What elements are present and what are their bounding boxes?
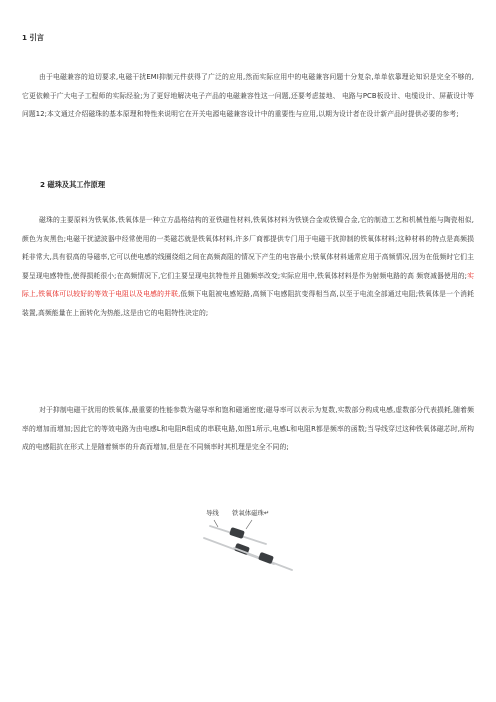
- paragraph-text: 磁珠的主要原料为铁氧体,铁氧体是一种立方晶格结构的亚铁磁性材料,铁氧体材料为铁镁合金或铁镍合金,它的制造工艺和机械性能与陶瓷相似,颜色为灰黑色;电磁干扰滤波器中经常使用的一类磁芯就是铁氧体材料,许多厂商都提供专门用于电磁干扰抑制的铁氧体材料;这种材料的特点是高频损耗非常大,具有很高的导磁率,它可以使电感的线圈绕组之间在高频高阻的情况下产生的电容最小;铁氧体材料通常应用于高频情况,因为在低频时它们主要呈现电感特性,使得损耗很小;在高频情况下,它们主要呈现电抗特性并且随频率改变;实际应用中,铁氧体材料是作为射频电路的高 频衰减器使用的;: [22, 216, 474, 280]
- ferrite-bead-figure: [196, 508, 296, 580]
- section-1-paragraph: 由于电磁兼容的迫切要求,电磁干扰EMI抑制元件获得了广泛的应用,然而实际应用中的电磁兼容问题十分复杂,单单依靠理论知识是完全不够的,它更依赖于广大电子工程师的实际经验;为了更好地解决电子产品的电磁兼容性这一问题,还要考虑接地、 电路与PCB板设计、电缆设计、屏蔽设计等问题12;本文通过介绍磁珠的基本原理和特性来说明它在开关电源电磁兼容设计中的重要性与应用,以期为设计者在设计新产品时提供必要的参考;: [22, 73, 474, 119]
- paragraph-text: 低频下电阻被电感短路,高频下电感阻抗变得相当高,以至于电流全部通过电阻;铁氧体是一个消耗装置,高频能量在上面转化为热能,这是由它的电阻特性决定的;: [22, 290, 474, 317]
- wire-pointer: [214, 520, 218, 527]
- bead-label: 铁氧体磁珠↵: [232, 509, 270, 517]
- bead-component-1: [210, 526, 266, 544]
- section-2-paragraph: [22, 211, 474, 323]
- section-1-heading: 1 引言: [22, 33, 44, 42]
- ferrite-bead-illustration: [196, 518, 296, 580]
- section-2-heading: 2 磁珠及其工作原理: [40, 180, 106, 189]
- section-2-paragraph-2: 对于抑制电磁干扰用的铁氧体,最重要的性能参数为磁导率和饱和磁通密度;磁导率可以表示为复数,实数部分构成电感,虚数部分代表损耗,随着频率的增加而增加;因此它的等效电路为由电感L和电阻R组成的串联电路,如图1所示,电感L和电阻R都是频率的函数;当导线穿过这种铁氧体磁芯时,所构成的电感阻抗在形式上是随着频率的升高而增加,但是在不同频率时其机理是完全不同的;: [22, 406, 474, 452]
- highlighted-text: 实际上,铁氧体可以较好的等效于电阻以及电感的并联,: [22, 271, 474, 299]
- wire-label: 导线: [206, 509, 219, 517]
- bead-pointer: [246, 520, 252, 529]
- bead-component-3: [234, 548, 292, 570]
